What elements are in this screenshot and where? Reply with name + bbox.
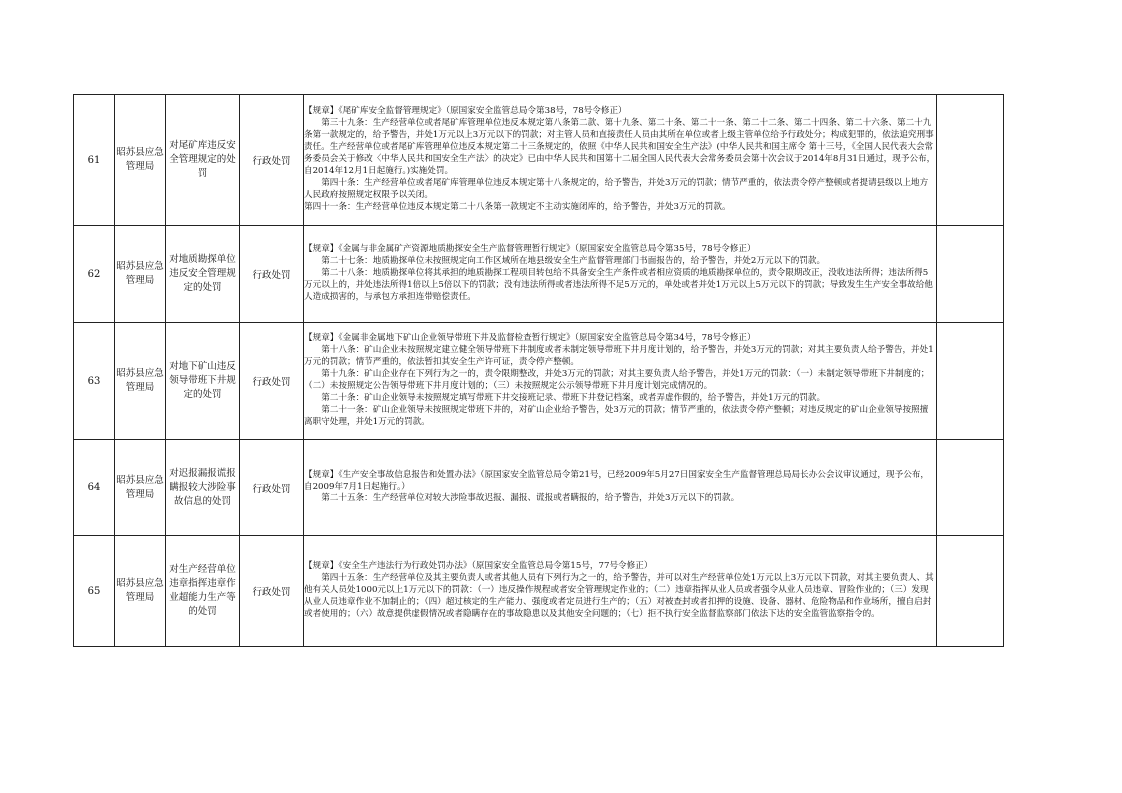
basis-title: 【规章】《尾矿库安全监督管理规定》（原国家安全监管总局令第38号，78号令修正） <box>304 106 627 117</box>
row-number: 62 <box>74 226 115 323</box>
basis-article: 第三十九条：生产经营单位或者尾矿库管理单位违反本规定第八条第二款、第十九条、第二十条、第二十一条、第二十二条、第二十四条、第二十六条、第二十九条第一款规定的，给予警告，并处1万元以上3万元以下的罚款；对主管人员和直接责任人员由其所在单位或者上级主管单位给予行政处分；构成犯罪的，依法追究刑事责任。生产经营单位或者尾矿库管理单位违反本规定第二十三条规定的，依照《中华人民共和国安全生产法》(中华人民共和国主席令 第十三号，《全国人民代表大会常务委员会关于修改〈中华人民共和国安全生产法〉的决定》已由中华人民共和国第十二届全国人民代表大会常务委员会第十次会议于2014年8月31日通过，现予公布，自2014年12月1日起施行。)实施处罚。 <box>304 118 936 176</box>
penalty-type: 行政处罚 <box>240 440 304 536</box>
row-number: 65 <box>74 536 115 647</box>
row-number: 63 <box>74 323 115 440</box>
row-number: 61 <box>74 95 115 226</box>
remarks-cell <box>937 440 1004 536</box>
penalty-item: 对尾矿库违反安全管理规定的处罚 <box>166 95 240 226</box>
legal-basis <box>304 536 937 647</box>
legal-basis <box>304 226 937 323</box>
implementing-agency: 昭苏县应急管理局 <box>115 95 166 226</box>
remarks-cell <box>937 323 1004 440</box>
legal-basis <box>304 323 937 440</box>
basis-title: 【规章】《生产安全事故信息报告和处置办法》（原国家安全监管总局令第21号，已经2009年5月27日国家安全生产监督管理总局局长办公会议审议通过，现予公布，自2009年7月1日起施行。） <box>304 469 929 492</box>
penalty-item: 对生产经营单位违章指挥违章作业超能力生产等的处罚 <box>166 536 240 647</box>
basis-article: 第十九条：矿山企业存在下列行为之一的，责令限期整改，并处3万元的罚款；对其主要负责人给予警告，并处1万元的罚款：（一）未制定领导带班下井制度的；（二）未按照规定公告领导带班下井月度计划的；（三）未按照规定公示领导带班下井月度计划完成情况的。 <box>304 369 930 391</box>
table-row <box>74 536 1004 647</box>
penalty-type: 行政处罚 <box>240 95 304 226</box>
penalty-type: 行政处罚 <box>240 226 304 323</box>
implementing-agency: 昭苏县应急管理局 <box>115 226 166 323</box>
legal-basis <box>304 440 937 536</box>
enforcement-table <box>73 94 1004 647</box>
remarks-cell <box>937 95 1004 226</box>
penalty-item: 对地下矿山违反领导带班下井规定的处罚 <box>166 323 240 440</box>
implementing-agency: 昭苏县应急管理局 <box>115 323 166 440</box>
penalty-item: 对迟报漏报谎报瞒报较大涉险事故信息的处罚 <box>166 440 240 536</box>
table-row <box>74 440 1004 536</box>
basis-title: 【规章】《安全生产违法行为行政处罚办法》（原国家安全监管总局令第15号，77号令修正） <box>304 561 653 572</box>
penalty-type: 行政处罚 <box>240 323 304 440</box>
basis-article: 第十八条：矿山企业未按照规定建立健全领导带班下井制度或者未制定领导带班下井月度计划的，给予警告，并处3万元的罚款；对其主要负责人给予警告，并处1万元的罚款；情节严重的，依法暂扣其安全生产许可证，责令停产整顿。 <box>304 345 934 368</box>
basis-article: 第四十一条：生产经营单位违反本规定第二十八条第一款规定不主动实施闭库的，给予警告，并处3万元的罚款。 <box>304 201 731 212</box>
implementing-agency: 昭苏县应急管理局 <box>115 536 166 647</box>
basis-article: 第二十七条：地质勘探单位未按照规定向工作区域所在地县级安全生产监督管理部门书面报告的，给予警告，并处2万元以下的罚款。 <box>321 256 826 267</box>
penalty-type: 行政处罚 <box>240 536 304 647</box>
table-row <box>74 323 1004 440</box>
basis-article: 第二十条：矿山企业领导未按照规定填写带班下井交接班记录、带班下井登记档案，或者弄虚作假的，给予警告，并处1万元的罚款。 <box>321 392 826 403</box>
basis-article: 第二十一条：矿山企业领导未按照规定带班下井的，对矿山企业给予警告，处3万元的罚款；情节严重的，依法责令停产整顿；对违反规定的矿山企业领导按照擅离职守处理，并处1万元的罚款。 <box>304 404 929 427</box>
remarks-cell <box>937 226 1004 323</box>
penalty-item: 对地质勘探单位违反安全管理规定的处罚 <box>166 226 240 323</box>
remarks-cell <box>937 536 1004 647</box>
implementing-agency: 昭苏县应急管理局 <box>115 440 166 536</box>
table-row <box>74 95 1004 226</box>
table-row <box>74 226 1004 323</box>
basis-title: 【规章】《金属非金属地下矿山企业领导带班下井及监督检查暂行规定》（原国家安全监管总局令第34号，78号令修正） <box>304 333 756 344</box>
basis-article: 第四十条：生产经营单位或者尾矿库管理单位违反本规定第十八条规定的，给予警告，并处3万元的罚款；情节严重的，依法责令停产整顿或者提请县级以上地方人民政府按照规定权限予以关闭。 <box>304 177 929 200</box>
legal-basis <box>304 95 937 226</box>
basis-article: 第二十八条：地质勘探单位将其承担的地质勘探工程项目转包给不具备安全生产条件或者相应资质的地质勘探单位的，责令限期改正，没收违法所得；违法所得5万元以上的，并处违法所得1倍以上5倍以下的罚款；没有违法所得或者违法所得不足5万元的，单处或者并处1万元以上5万元以下的罚款；导致发生生产安全事故给他人造成损害的，与承包方承担连带赔偿责任。 <box>304 268 933 302</box>
basis-title: 【规章】《金属与非金属矿产资源地质勘探安全生产监督管理暂行规定》（原国家安全监管总局令第35号，78号令修正） <box>304 244 756 255</box>
row-number: 64 <box>74 440 115 536</box>
basis-article: 第四十五条：生产经营单位及其主要负责人或者其他人员有下列行为之一的，给予警告，并可以对生产经营单位处1万元以上3万元以下罚款，对其主要负责人、其他有关人员处1000元以上1万元以下的罚款：（一）违反操作规程或者安全管理规定作业的；（二）违章指挥从业人员或者强令从业人员违章、冒险作业的；（三）发现从业人员违章作业不加制止的；（四）超过核定的生产能力、强度或者定员进行生产的；（五）对被查封或者扣押的设施、设备、器材、危险物品和作业场所，擅自启封或者使用的；（六）故意提供虚假情况或者隐瞒存在的事故隐患以及其他安全问题的；（七）拒不执行安全监督监察部门依法下达的安全监管监察指令的。 <box>304 573 934 619</box>
basis-article: 第二十五条：生产经营单位对较大涉险事故迟报、漏报、谎报或者瞒报的，给予警告，并处3万元以下的罚款。 <box>321 493 740 504</box>
